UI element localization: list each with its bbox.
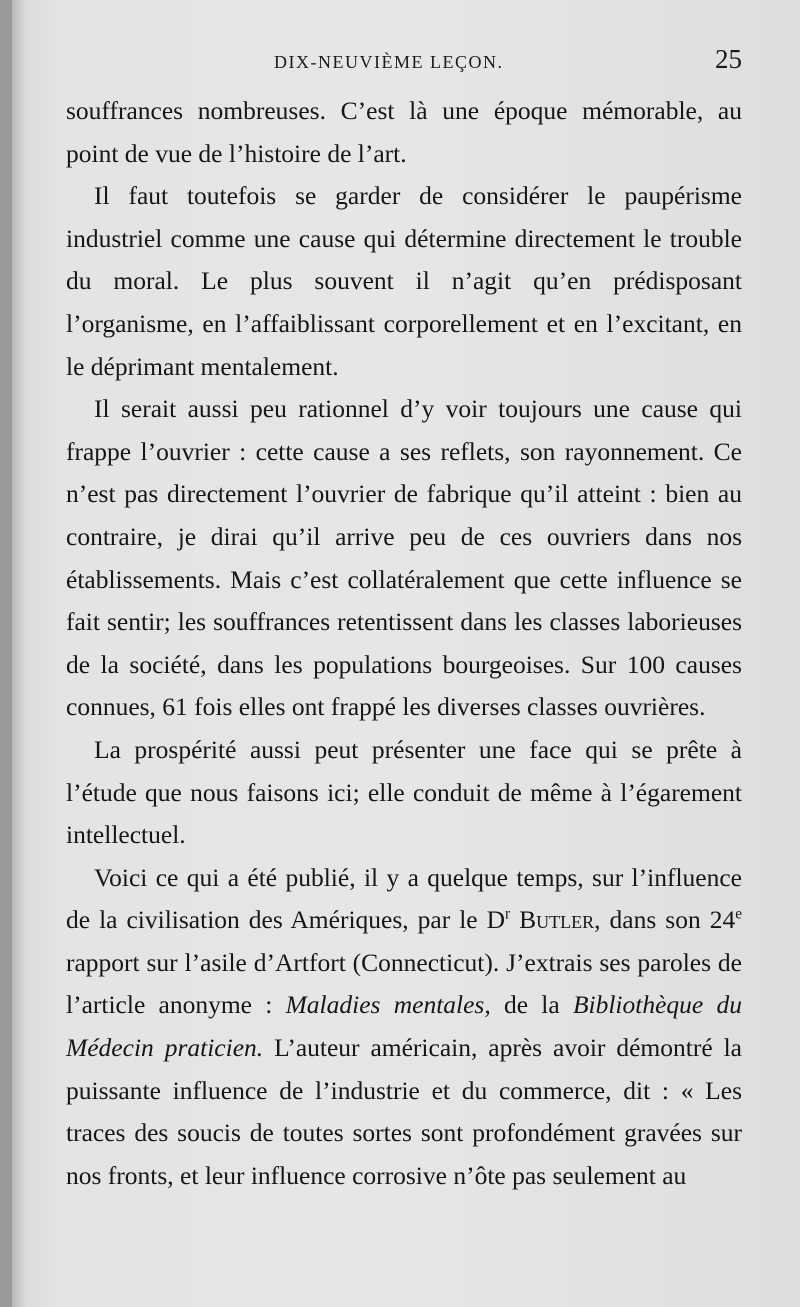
- p5-text-1: Voici ce qui a été publié, il y a quelque temps, sur l’influence de la civilisation des Amériques, par le D: [66, 862, 742, 935]
- p5-text-2: , dans son 24: [594, 905, 736, 935]
- paragraph-5: [66, 857, 742, 1198]
- author-name: Butler: [519, 905, 595, 935]
- p5-text-5: L’auteur américain, après avoir démontré la puissante influence de l’industrie et du commerce, dit : « Les traces des soucis de toutes sortes sont profondément gravées sur nos fronts, et leur influence corrosive n’ôte pas seulement au: [66, 1033, 742, 1190]
- dr-superscript: r: [505, 905, 511, 923]
- italic-title-2: Bibliothèque du Médecin praticien.: [66, 990, 742, 1063]
- italic-title-1: Maladies mentales,: [285, 990, 491, 1020]
- p5-text-3: rapport sur l’asile d’Artfort (Connecticut). J’extrais ses paroles de l’article anonyme :: [66, 947, 742, 1020]
- paragraph-3: Il serait aussi peu rationnel d’y voir toujours une cause qui frappe l’ouvrier : cette cause a ses reflets, son rayonnement. Ce n’est pas directement l’ouvrier de fabrique qu’il atteint : bien au contraire, je dirai qu’il arrive peu de ces ouvriers dans nos établissements. Mais c’est collatéralement que cette influence se fait sentir; les souffrances retentissent dans les classes laborieuses de la société, dans les populations bourgeoises. Sur 100 causes connues, 61 fois elles ont frappé les diverses classes ouvrières.: [66, 394, 742, 722]
- body-text: [66, 90, 742, 1197]
- page-number: 25: [715, 44, 742, 74]
- p5-text-4: de la: [490, 990, 573, 1020]
- ordinal-superscript: e: [735, 905, 743, 923]
- paragraph-1: souffrances nombreuses. C’est là une époque mémorable, au point de vue de l’histoire de l’art.: [66, 96, 742, 168]
- running-title: DIX-NEUVIÈME LEÇON.: [274, 52, 504, 72]
- book-page: [12, 0, 800, 1307]
- paragraph-2: Il faut toutefois se garder de considérer le paupérisme industriel comme une cause qui détermine directement le trouble du moral. Le plus souvent il n’agit qu’en prédisposant l’organisme, en l’affaiblissant corporellement et en l’excitant, en le déprimant mentalement.: [66, 181, 742, 381]
- paragraph-4: La prospérité aussi peut présenter une face qui se prête à l’étude que nous faisons ici; elle conduit de même à l’égarement intellectuel.: [66, 734, 742, 850]
- page-header: [12, 44, 800, 84]
- gutter-shadow: [12, 0, 26, 1307]
